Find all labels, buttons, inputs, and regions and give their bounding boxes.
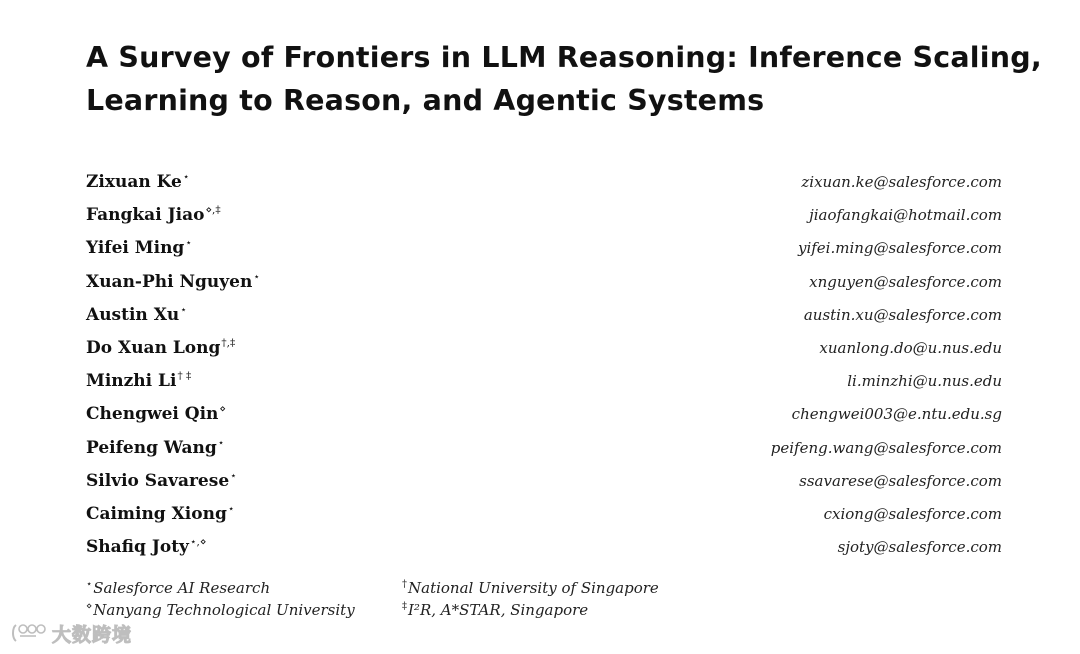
author-row: [86, 234, 1002, 267]
author-email: chengwei003@e.ntu.edu.sg: [791, 405, 1002, 424]
author-email: cxiong@salesforce.com: [823, 504, 1002, 523]
author-name: [86, 236, 192, 260]
author-row: [86, 201, 1002, 234]
author-affiliation-marks: †,‡: [221, 336, 236, 349]
author-name-text: Yifei Ming: [86, 238, 185, 259]
affiliation-mark: †: [402, 579, 407, 590]
author-row: [86, 400, 1002, 433]
author-affiliation-marks: † ‡: [177, 370, 192, 383]
author-affiliation-marks: ⋆: [230, 469, 237, 482]
author-row: [86, 334, 1002, 367]
author-name-text: Fangkai Jiao: [86, 205, 205, 226]
brand-logo-icon: [10, 622, 48, 644]
author-name-text: Caiming Xiong: [86, 503, 227, 524]
author-affiliation-marks: ⋆: [227, 502, 235, 515]
author-name: [86, 270, 260, 294]
author-email: ssavarese@salesforce.com: [799, 471, 1002, 490]
author-row: [86, 367, 1002, 400]
author-email: li.minzhi@u.nus.edu: [847, 372, 1002, 391]
author-name-text: Minzhi Li: [86, 371, 177, 392]
author-name: [86, 402, 226, 426]
author-name: [86, 336, 235, 360]
affiliation-mark: ⋄: [86, 601, 93, 612]
author-name: [86, 469, 237, 493]
author-name-text: Xuan-Phi Nguyen: [86, 271, 253, 292]
author-name-text: Shafiq Joty: [86, 537, 189, 558]
affiliation-text: I²R, A*STAR, Singapore: [408, 601, 589, 619]
author-email: sjoty@salesforce.com: [837, 538, 1002, 557]
author-email: xuanlong.do@u.nus.edu: [819, 338, 1002, 357]
author-affiliation-marks: ⋆: [217, 436, 225, 449]
affiliation-item: [86, 578, 270, 600]
author-row: [86, 434, 1002, 467]
author-email: jiaofangkai@hotmail.com: [809, 206, 1002, 225]
author-name-text: Chengwei Qin: [86, 404, 219, 425]
author-row: [86, 168, 1002, 201]
author-email: zixuan.ke@salesforce.com: [801, 173, 1002, 191]
author-name-text: Austin Xu: [86, 304, 180, 325]
author-affiliation-marks: ⋄,‡: [205, 204, 221, 217]
author-affiliation-marks: ⋆: [180, 303, 187, 316]
author-email: austin.xu@salesforce.com: [803, 305, 1002, 324]
author-name: [86, 436, 224, 460]
author-list: [86, 168, 1002, 566]
author-name-text: Zixuan Ke: [86, 172, 182, 192]
affiliation-mark: ‡: [402, 601, 407, 612]
watermark: [10, 619, 132, 647]
author-name-text: Peifeng Wang: [86, 437, 217, 458]
title-line-2: Learning to Reason, and Agentic Systems: [86, 84, 765, 117]
affiliation-item: [402, 578, 659, 600]
author-affiliation-marks: ⋆,⋄: [189, 536, 207, 549]
author-affiliation-marks: ⋆: [253, 270, 260, 283]
author-affiliation-marks: ⋆: [185, 237, 192, 250]
author-name: [86, 535, 206, 559]
author-email: peifeng.wang@salesforce.com: [770, 438, 1002, 457]
author-email: xnguyen@salesforce.com: [809, 272, 1002, 291]
author-name-text: Do Xuan Long: [86, 337, 221, 358]
author-name: [86, 303, 187, 327]
affiliation-mark: ⋆: [86, 579, 93, 590]
affiliation-item: [402, 600, 588, 622]
author-email: yifei.ming@salesforce.com: [797, 239, 1002, 258]
author-affiliation-marks: ⋆: [182, 171, 190, 183]
affiliation-text: Salesforce AI Research: [93, 579, 271, 597]
author-name: [86, 369, 191, 393]
author-affiliation-marks: ⋄: [219, 403, 226, 416]
affiliation-text: Nanyang Technological University: [93, 601, 355, 619]
author-name: [86, 170, 189, 194]
author-row: [86, 301, 1002, 334]
author-name: [86, 502, 234, 526]
affiliation-text: National University of Singapore: [408, 579, 659, 597]
author-row: [86, 268, 1002, 301]
author-row: [86, 533, 1002, 566]
author-row: [86, 467, 1002, 500]
author-name-text: Silvio Savarese: [86, 470, 230, 491]
paper-title: [86, 36, 1042, 122]
author-row: [86, 500, 1002, 533]
author-name: [86, 203, 221, 227]
watermark-text: 大数跨境: [52, 623, 133, 646]
title-line-1: A Survey of Frontiers in LLM Reasoning: Inference Scaling,: [86, 41, 1042, 74]
